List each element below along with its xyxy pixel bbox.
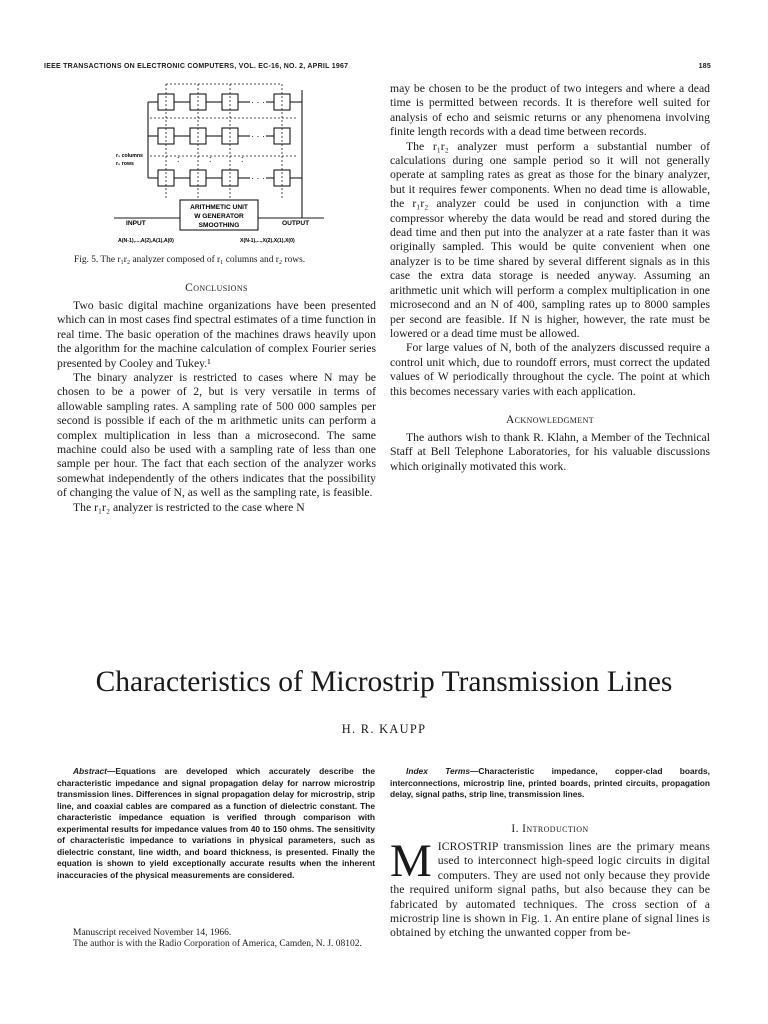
- index-terms-text: —Characteristic impedance, copper-clad boards, interconnections, microstrip line, printed boards, printed circuits, propagation delay, signal paths, strip line, transmission lines.: [390, 766, 710, 799]
- conclusions-paragraph: Two basic digital machine organizations have been presented which can in most cases find spectral estimates of a time function in real time. The basic operation of the machines draws heavily upon the algorithm for the machine calculation of complex Fourier series presented by Cooley and Tukey.¹: [57, 299, 376, 370]
- svg-text::: :: [209, 154, 212, 164]
- svg-text::: :: [241, 154, 244, 164]
- r2-rows-label: r₂ rows: [116, 161, 134, 167]
- figure-caption: Fig. 5. The r₁r₂ analyzer composed of r₁ columns and r₂ rows.: [74, 255, 306, 265]
- conclusions-heading: Conclusions: [185, 282, 248, 294]
- article-title: Characteristics of Microstrip Transmission Lines: [95, 666, 673, 698]
- output-sequence: X(N-1),...,X(2),X(1),X(0): [240, 238, 295, 244]
- acknowledgment-heading: Acknowledgment: [505, 413, 595, 426]
- input-label: INPUT: [126, 220, 146, 227]
- intro-body: transmission lines are the primary means used to interconnect high-speed logic circuits in digital computers. They are used not only because they provide the required uniform signal paths, but also because they can be fabricated by automated techniques. The cross section of a microstrip line is shown in Fig. 1. An entire plane of signal lines is obtained by etching the unwanted copper from be-: [390, 840, 710, 940]
- footnote-received: Manuscript received November 14, 1966.: [73, 928, 232, 938]
- article-author: H. R. KAUPP: [341, 722, 427, 736]
- r1-columns-label: r₁ columns: [116, 153, 143, 159]
- page-number: 185: [698, 63, 711, 70]
- abstract: [57, 766, 375, 881]
- unit-label-3: SMOOTHING: [198, 222, 240, 229]
- conclusions-paragraph: The r₁r₂ analyzer is restricted to the case where N: [73, 500, 305, 514]
- conclusions-paragraph: The binary analyzer is restricted to cases where N may be chosen to be a power of 2, but is very versatile in terms of allowable sampling rates. A sampling rate of 500 000 samples per second is possible if each of the m arithmetic units can perform a complex multiplication in less than a microsecond. The same machine could also be used with a sampling rate of less than one sample per hour. The fact that each section of the analyzer works somewhat independently of the others indicates that the possibility of changing the value of N, as well as the sampling rate, is feasible.: [57, 371, 376, 500]
- body-paragraph: For large values of N, both of the analyzers discussed require a control unit which, due to roundoff errors, must correct the updated values of W periodically throughout the cycle. The point at which this becomes necessary varies with each application.: [390, 341, 710, 398]
- drop-cap: M: [390, 835, 432, 887]
- abstract-label: Abstract: [73, 766, 107, 776]
- introduction-heading: I. Introduction: [511, 823, 589, 835]
- journal-header: IEEE TRANSACTIONS ON ELECTRONIC COMPUTERS, VOL. EC-16, NO. 2, APRIL 1967: [44, 63, 349, 70]
- intro-lead: ICROSTRIP: [437, 840, 499, 853]
- unit-label-2: W GENERATOR: [194, 213, 244, 220]
- left-column: [57, 281, 376, 515]
- continued-paragraph: may be chosen to be the product of two integers and where a dead time is permitted between records. It is therefore well suited for analysis of echo and seismic returns or any phenomena involving finite length records with a dead time between records.: [390, 82, 710, 139]
- svg-text:· · ·: · · ·: [251, 173, 265, 183]
- body-paragraph: The r₁r₂ analyzer must perform a substantial number of calculations during one sample period so it will not generally operate at sampling rates as great as those for the binary analyzer, but it requires fewer components. When no dead time is allowable, the r₁r₂ analyzer could be used in conjunction with a time compressor whereby the data would be read and stored during the dead time and then put into the analyzer at a rate faster than it was originally sampled. This would be quite convenient when one analyzer is to be time shared by several different signals as in this case the extra data storage is needed anyway. Assuming an arithmetic unit which will perform a complex multiplication in one microsecond and an N of 400, sampling rates up to 8000 samples per second are feasible. If N is higher, however, the rate must be lowered or a dead time must be allowed.: [390, 139, 710, 340]
- running-head: [44, 63, 711, 75]
- svg-text:· · ·: · · ·: [251, 131, 265, 141]
- output-label: OUTPUT: [282, 220, 310, 227]
- index-terms-label: Index Terms: [406, 766, 471, 776]
- unit-label-1: ARITHMETIC UNIT: [190, 204, 248, 211]
- footnote: [57, 928, 375, 950]
- footnote-affiliation: The author is with the Radio Corporation of America, Camden, N. J. 08102.: [73, 938, 362, 949]
- input-sequence: A(N-1),...,A(2),A(1),A(0): [118, 238, 174, 244]
- analyzer-diagram-svg: [110, 82, 330, 250]
- svg-text::: :: [177, 154, 180, 164]
- figure-analyzer-diagram: [110, 82, 330, 250]
- svg-text:· · ·: · · ·: [251, 97, 265, 107]
- acknowledgment-text: The authors wish to thank R. Klahn, a Member of the Technical Staff at Bell Telephone Laboratories, for his valuable discussions which originally motivated this work.: [390, 430, 710, 473]
- abstract-text: —Equations are developed which accurately describe the characteristic impedance and signal propagation delay for narrow microstrip transmission lines. Differences in signal propagation delay for microstrip, strip line, and coaxial cables are compared as a function of dielectric constant. The characteristic impedance equation is verified through comparison with experimental results for impedance values from 40 to 150 ohms. The sensitivity of characteristic impedance to variations in physical parameters, such as dielectric constant, line width, and board thickness, is presented. Finally the equation is shown to yield exceptionally accurate results when the inherent inaccuracies of the physical measurements are considered.: [57, 766, 375, 880]
- right-column: [390, 82, 710, 474]
- index-terms: [390, 766, 710, 801]
- introduction-text: [390, 835, 710, 941]
